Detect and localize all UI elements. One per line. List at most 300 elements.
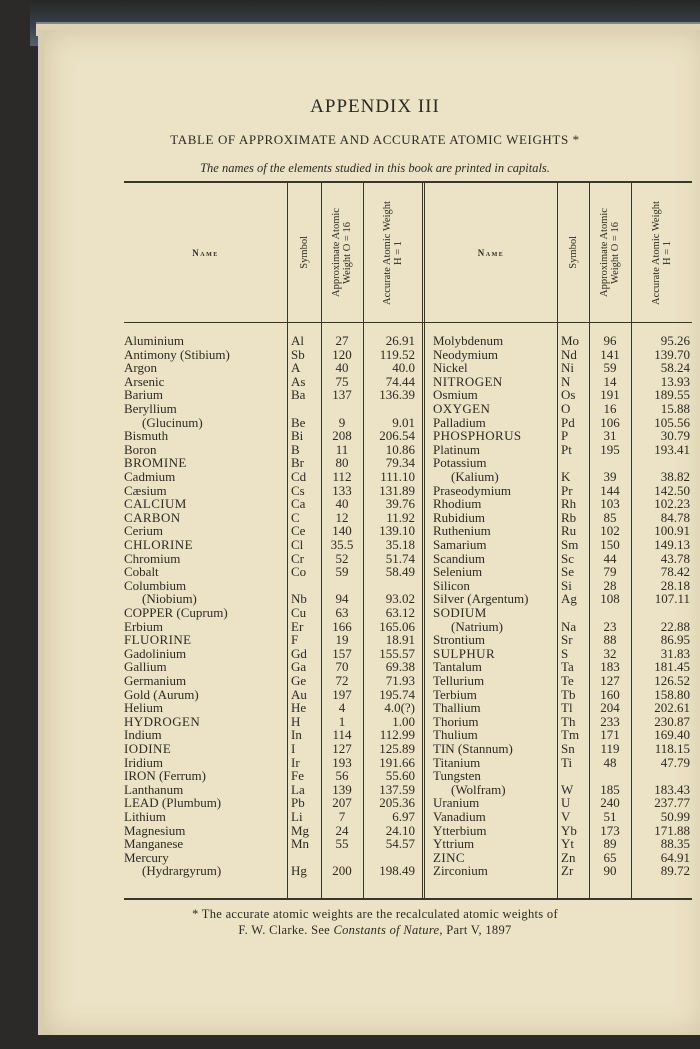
element-name: Molybdenum [433, 334, 504, 348]
element-name: CALCIUM [124, 497, 187, 512]
header-approx-label: Approximate Atomic Weight O = 16 [599, 208, 621, 297]
approximate-weight: 166 [332, 618, 352, 634]
approximate-weight: 173 [600, 822, 620, 838]
header-approx-left [321, 183, 363, 322]
approximate-weight: 28 [603, 577, 617, 593]
accurate-weight: 149.13 [654, 537, 690, 552]
approximate-weight: 157 [332, 645, 352, 661]
element-name: (Hydrargyrum) [142, 864, 222, 879]
approximate-weight: 112 [332, 469, 352, 484]
element-symbol: C [291, 509, 300, 525]
accurate-weight: 69.38 [385, 659, 415, 675]
element-symbol: Fe [291, 768, 304, 784]
approximate-weight: 200 [332, 863, 352, 879]
element-symbol: In [291, 727, 302, 743]
element-name: Cobalt [124, 565, 159, 580]
accurate-weight: 88.35 [660, 836, 690, 852]
accurate-weight: 93.02 [385, 591, 415, 607]
element-name: CHLORINE [124, 538, 193, 552]
accurate-weight: 205.36 [379, 795, 415, 811]
element-symbol: V [561, 809, 571, 824]
footnote [44, 906, 700, 938]
accurate-weight: 40.0 [392, 360, 415, 376]
element-symbol: Th [561, 713, 576, 729]
approximate-weight: 183 [600, 659, 620, 675]
header-name-label: Name [192, 247, 219, 258]
element-symbol: Cr [291, 550, 304, 566]
element-symbol: S [561, 645, 569, 661]
approximate-weight: 16 [603, 401, 617, 416]
element-name: Praseodymium [433, 483, 511, 498]
header-name-left [124, 183, 287, 322]
accurate-weight: 137.59 [379, 781, 415, 797]
accurate-weight: 169.40 [654, 727, 690, 743]
element-symbol: Tb [561, 686, 576, 702]
approximate-weight: 70 [335, 659, 349, 675]
element-symbol: Pr [561, 482, 573, 498]
element-symbol: Hg [291, 863, 307, 879]
element-symbol: Cu [291, 605, 307, 620]
element-symbol: Ce [291, 523, 306, 539]
element-name: Ruthenium [433, 524, 491, 539]
element-symbol: Rh [561, 496, 577, 512]
approximate-weight: 40 [335, 496, 349, 512]
approximate-weight: 55 [335, 836, 349, 852]
table-row [124, 742, 692, 756]
table-row [124, 756, 692, 770]
table-row [124, 538, 692, 552]
accurate-weight: 71.93 [385, 673, 415, 688]
element-name: (Natrium) [451, 619, 503, 634]
accurate-weight: 26.91 [385, 333, 415, 348]
element-symbol: Se [561, 564, 574, 580]
approximate-weight: 207 [332, 795, 352, 811]
element-name: Cerium [124, 524, 163, 539]
accurate-weight: 126.52 [654, 673, 690, 688]
element-name: ZINC [433, 850, 465, 865]
approximate-weight: 94 [335, 591, 349, 607]
approximate-weight: 9 [338, 414, 346, 430]
table-row [124, 606, 692, 620]
accurate-weight: 95.26 [660, 333, 690, 348]
accurate-weight: 183.43 [654, 781, 690, 797]
accurate-weight: 11.92 [386, 509, 415, 525]
element-symbol: Si [561, 577, 572, 593]
element-symbol: As [291, 373, 306, 389]
element-symbol: Sm [561, 537, 579, 552]
footnote-line-2 [44, 922, 700, 938]
accurate-weight: 105.56 [654, 414, 690, 430]
element-symbol: Zn [561, 849, 576, 865]
approximate-weight: 52 [335, 550, 349, 566]
atomic-weights-table [124, 181, 692, 900]
element-name: SODIUM [433, 606, 487, 620]
element-symbol: Yb [561, 822, 577, 838]
element-name: Aluminium [124, 334, 184, 348]
header-name-label: Name [477, 247, 505, 258]
accurate-weight: 111.10 [380, 469, 415, 484]
approximate-weight: 150 [600, 537, 620, 552]
header-rule [124, 322, 692, 323]
footnote-author: F. W. Clarke. See [238, 923, 334, 937]
element-symbol: W [561, 781, 574, 797]
approximate-weight: 140 [332, 523, 352, 539]
accurate-weight: 79.34 [385, 455, 415, 471]
accurate-weight: 58.49 [385, 564, 415, 580]
header-accurate-label: Accurate Atomic Weight H = 1 [381, 200, 404, 305]
element-name: IRON (Ferrum) [124, 769, 206, 784]
accurate-weight: 24.10 [385, 822, 415, 838]
accurate-weight: 119.52 [379, 346, 415, 362]
accurate-weight: 136.39 [379, 387, 415, 403]
accurate-weight: 171.88 [654, 822, 690, 838]
approximate-weight: 119 [600, 741, 620, 756]
element-symbol: Bi [291, 428, 304, 444]
element-symbol: Co [291, 564, 307, 580]
element-name: Samarium [433, 538, 487, 552]
element-name: BROMINE [124, 456, 187, 471]
element-symbol: Yt [561, 836, 574, 852]
element-name: Cadmium [124, 470, 176, 484]
element-symbol: Er [291, 618, 304, 634]
element-symbol: Tm [561, 727, 580, 743]
approximate-weight: 185 [600, 781, 620, 797]
accurate-weight: 58.24 [660, 360, 690, 376]
element-name: Selenium [433, 565, 483, 580]
approximate-weight: 240 [600, 795, 620, 811]
approximate-weight: 19 [335, 632, 349, 648]
accurate-weight: 54.57 [385, 836, 415, 852]
element-name: Tungsten [433, 769, 481, 784]
approximate-weight: 56 [335, 768, 349, 784]
element-name: Cæsium [124, 483, 167, 498]
element-name: Bismuth [124, 429, 169, 444]
accurate-weight: 84.78 [660, 509, 690, 525]
element-name: Boron [124, 442, 157, 457]
approximate-weight: 96 [603, 333, 617, 348]
element-symbol: K [561, 469, 571, 484]
element-name: NITROGEN [433, 374, 503, 389]
accurate-weight: 31.83 [660, 645, 690, 661]
approximate-weight: 106 [600, 414, 620, 430]
accurate-weight: 30.79 [660, 428, 690, 444]
approximate-weight: 127 [600, 673, 620, 688]
approximate-weight: 191 [600, 387, 620, 403]
element-symbol: Ta [561, 659, 574, 675]
approximate-weight: 12 [335, 509, 349, 525]
approximate-weight: 88 [603, 632, 617, 648]
element-name: Lanthanum [124, 782, 184, 797]
element-symbol: P [561, 428, 569, 444]
element-name: (Kalium) [451, 470, 499, 484]
accurate-weight: 43.78 [660, 550, 690, 566]
element-symbol: Os [561, 387, 576, 403]
accurate-weight: 51.74 [385, 550, 415, 566]
element-name: Manganese [124, 837, 184, 852]
accurate-weight: 39.76 [385, 496, 415, 512]
element-name: Chromium [124, 551, 181, 566]
element-name: LEAD (Plumbum) [124, 796, 222, 811]
table-row [124, 592, 692, 606]
element-name: Rubidium [433, 510, 486, 525]
page-title: APPENDIX III [310, 96, 440, 117]
element-name: Iridium [124, 755, 163, 770]
element-symbol: A [291, 360, 301, 376]
accurate-weight: 63.12 [385, 605, 415, 620]
approximate-weight: 139 [332, 781, 352, 797]
approximate-weight: 7 [338, 809, 346, 824]
element-symbol: Nd [561, 346, 577, 362]
approximate-weight: 59 [335, 564, 349, 580]
element-name: PHOSPHORUS [433, 429, 522, 444]
element-symbol: Ge [291, 673, 307, 688]
accurate-weight: 102.23 [654, 496, 690, 512]
element-symbol: Mo [561, 333, 580, 348]
element-name: Silicon [433, 578, 470, 593]
element-name: Strontium [433, 633, 486, 648]
element-name: Yttrium [433, 837, 475, 852]
table-row [124, 864, 692, 878]
element-symbol: Au [291, 686, 307, 702]
element-symbol: B [291, 441, 300, 457]
accurate-weight: 55.60 [385, 768, 415, 784]
accurate-weight: 6.97 [392, 809, 415, 824]
accurate-weight: 193.41 [654, 441, 690, 457]
element-name: HYDROGEN [124, 714, 201, 729]
accurate-weight: 18.91 [385, 632, 415, 648]
element-name: Magnesium [124, 823, 186, 838]
element-symbol: Na [561, 618, 577, 634]
approximate-weight: 23 [603, 618, 617, 634]
approximate-weight: 103 [600, 496, 620, 512]
accurate-weight: 237.77 [654, 795, 690, 811]
approximate-weight: 114 [332, 727, 352, 743]
element-symbol: Ir [291, 754, 300, 770]
accurate-weight: 35.18 [385, 537, 415, 552]
approximate-weight: 197 [332, 686, 352, 702]
approximate-weight: 27 [335, 333, 349, 348]
accurate-weight: 202.61 [654, 700, 690, 716]
approximate-weight: 133 [332, 482, 352, 498]
approximate-weight: 14 [603, 373, 617, 389]
table-note: The names of the elements studied in this book are printed in capitals. [200, 161, 550, 175]
accurate-weight: 22.88 [660, 618, 690, 634]
element-name: IODINE [124, 742, 172, 756]
element-symbol: Mn [291, 836, 310, 852]
approximate-weight: 44 [603, 550, 617, 566]
approximate-weight: 11 [335, 441, 349, 457]
header-name-right [425, 183, 557, 322]
element-name: Rhodium [433, 497, 482, 512]
element-symbol: Be [291, 414, 306, 430]
element-name: Antimony (Stibium) [124, 347, 230, 362]
accurate-weight: 28.18 [660, 577, 690, 593]
element-symbol: Tl [561, 700, 573, 716]
element-name: SULPHUR [433, 646, 496, 661]
element-name: Tellurium [433, 674, 485, 688]
element-symbol: La [291, 781, 305, 797]
approximate-weight: 195 [600, 441, 620, 457]
accurate-weight: 189.55 [654, 387, 690, 403]
header-approx-label: Approximate Atomic Weight O = 16 [331, 208, 353, 297]
element-name: Beryllium [124, 402, 177, 416]
approximate-weight: 108 [600, 591, 620, 607]
element-symbol: Cl [291, 537, 304, 552]
approximate-weight: 51 [603, 809, 617, 824]
approximate-weight: 39 [603, 469, 617, 484]
element-name: Thulium [433, 728, 478, 743]
element-symbol: Sr [561, 632, 573, 648]
element-name: Columbium [124, 578, 187, 593]
accurate-weight: 198.49 [379, 863, 415, 879]
element-symbol: N [561, 373, 571, 389]
element-name: Scandium [433, 551, 485, 566]
element-symbol: Zr [561, 863, 574, 879]
accurate-weight: 191.66 [379, 754, 415, 770]
accurate-weight: 125.89 [379, 741, 415, 756]
accurate-weight: 9.01 [392, 414, 415, 430]
approximate-weight: 120 [332, 346, 352, 362]
accurate-weight: 1.00 [392, 713, 415, 729]
accurate-weight: 78.42 [660, 564, 690, 580]
element-name: Arsenic [124, 374, 165, 389]
element-name: (Niobium) [142, 592, 197, 607]
element-name: COPPER (Cuprum) [124, 606, 228, 620]
approximate-weight: 75 [335, 373, 349, 389]
header-accurate-right [631, 183, 692, 322]
table-row [124, 443, 692, 457]
approximate-weight: 233 [600, 713, 620, 729]
element-name: Argon [124, 361, 157, 376]
element-symbol: Pt [561, 441, 572, 457]
element-name: (Glucinum) [142, 415, 203, 430]
table-row [124, 334, 692, 348]
element-symbol: Ba [291, 387, 306, 403]
header-symbol-label: Symbol [298, 236, 310, 269]
element-symbol: Gd [291, 645, 307, 661]
element-symbol: Ag [561, 591, 577, 607]
approximate-weight: 204 [600, 700, 620, 716]
element-symbol: Sn [561, 741, 575, 756]
element-symbol: Li [291, 809, 303, 824]
element-symbol: Ti [561, 754, 573, 770]
approximate-weight: 141 [600, 346, 620, 362]
accurate-weight: 206.54 [379, 428, 415, 444]
element-symbol: Cs [291, 482, 305, 498]
approximate-weight: 102 [600, 523, 620, 539]
element-name: Neodymium [433, 347, 498, 362]
element-symbol: F [291, 632, 299, 648]
table-row [124, 402, 692, 416]
approximate-weight: 24 [335, 822, 349, 838]
approximate-weight: 208 [332, 428, 352, 444]
element-name: Gold (Aurum) [124, 687, 199, 702]
element-symbol: Ca [291, 496, 306, 512]
header-symbol-right [557, 183, 589, 322]
approximate-weight: 59 [603, 360, 617, 376]
element-name: TIN (Stannum) [433, 742, 513, 756]
accurate-weight: 100.91 [654, 523, 690, 539]
approximate-weight: 35.5 [330, 537, 354, 552]
element-symbol: Rb [561, 509, 577, 525]
accurate-weight: 4.0(?) [384, 700, 415, 716]
approximate-weight: 1 [338, 713, 346, 729]
approximate-weight: 171 [600, 727, 620, 743]
element-name: Lithium [124, 810, 166, 824]
element-name: FLUORINE [124, 633, 192, 648]
element-name: Thorium [433, 714, 479, 729]
approximate-weight: 193 [332, 754, 352, 770]
table-row [124, 470, 692, 484]
accurate-weight: 13.93 [660, 373, 690, 389]
footnote-source-detail: , Part V, 1897 [439, 923, 512, 937]
table-subtitle: TABLE OF APPROXIMATE AND ACCURATE ATOMIC WEIGHTS * [170, 132, 580, 147]
accurate-weight: 181.45 [654, 659, 690, 675]
header-accurate-left [363, 183, 422, 322]
footnote-line-1: * The accurate atomic weights are the recalculated atomic weights of [192, 907, 558, 921]
element-symbol: Br [291, 455, 304, 471]
footnote-source-title: Constants of Nature [333, 923, 440, 937]
accurate-weight: 107.11 [654, 591, 690, 607]
accurate-weight: 131.89 [379, 482, 415, 498]
approximate-weight: 40 [335, 360, 349, 376]
element-symbol: Pd [561, 414, 575, 430]
accurate-weight: 165.06 [379, 618, 415, 634]
accurate-weight: 10.86 [385, 441, 415, 457]
element-symbol: U [561, 795, 571, 811]
approximate-weight: 89 [603, 836, 617, 852]
accurate-weight: 47.79 [660, 754, 690, 770]
accurate-weight: 155.57 [379, 645, 415, 661]
element-name: Barium [124, 388, 163, 403]
accurate-weight: 230.87 [654, 713, 690, 729]
element-name: Nickel [433, 361, 468, 376]
element-name: Osmium [433, 388, 478, 403]
approximate-weight: 160 [600, 686, 620, 702]
accurate-weight: 15.88 [660, 401, 690, 416]
element-name: Potassium [433, 456, 487, 471]
header-accurate-label: Accurate Atomic Weight H = 1 [650, 200, 673, 305]
element-symbol: Pb [291, 795, 305, 811]
approximate-weight: 72 [335, 673, 349, 688]
element-name: Platinum [433, 442, 480, 457]
element-name: Thallium [433, 701, 481, 716]
element-name: Tantalum [433, 660, 482, 675]
element-name: Helium [124, 701, 163, 716]
table-row [124, 674, 692, 688]
book-page [38, 30, 700, 1035]
element-name: Gadolinium [124, 646, 187, 661]
approximate-weight: 80 [335, 455, 349, 471]
approximate-weight: 90 [603, 863, 617, 879]
element-name: (Wolfram) [451, 782, 506, 797]
element-symbol: Ga [291, 659, 307, 675]
approximate-weight: 32 [603, 645, 617, 661]
element-symbol: Nb [291, 591, 307, 607]
element-name: Uranium [433, 796, 480, 811]
element-name: Zirconium [433, 864, 488, 879]
accurate-weight: 38.82 [660, 469, 690, 484]
accurate-weight: 142.50 [654, 482, 690, 498]
accurate-weight: 112.99 [379, 727, 415, 743]
element-name: Ytterbium [433, 823, 487, 838]
approximate-weight: 137 [332, 387, 352, 403]
approximate-weight: 85 [603, 509, 617, 525]
accurate-weight: 74.44 [385, 373, 415, 389]
approximate-weight: 63 [335, 605, 349, 620]
element-name: Gallium [124, 660, 167, 675]
element-symbol: He [291, 700, 307, 716]
